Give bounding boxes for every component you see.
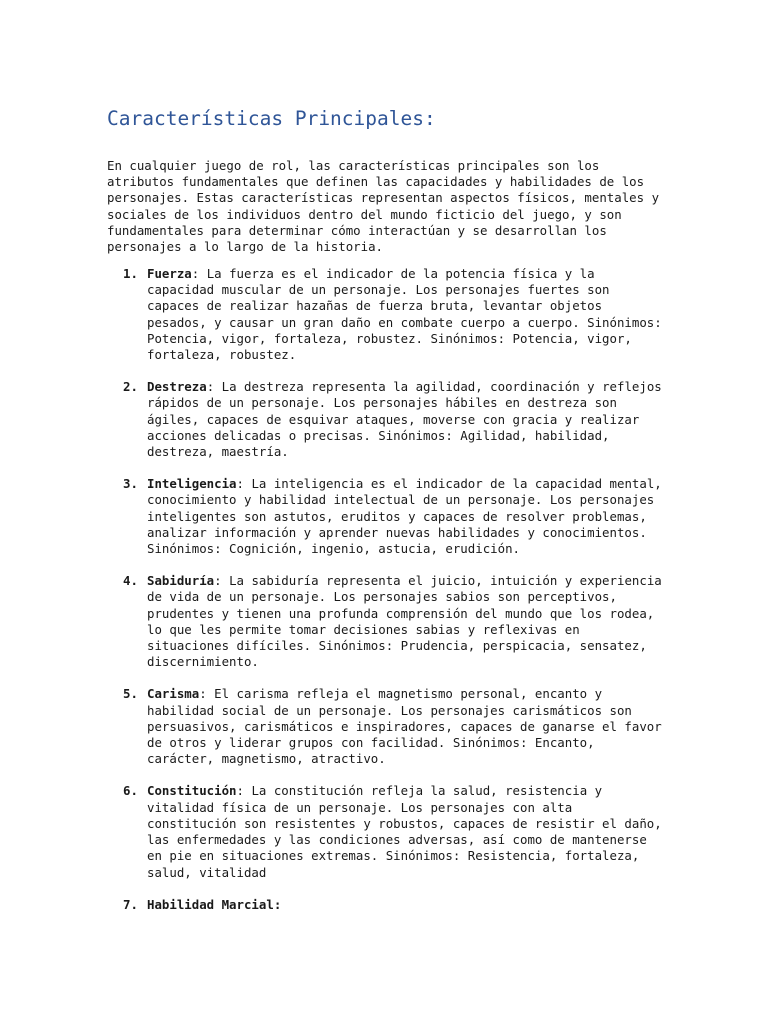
list-item-number: 6.	[123, 783, 138, 799]
list-item-carisma	[107, 686, 667, 767]
list-item-colon: :	[236, 783, 244, 799]
intro-paragraph: En cualquier juego de rol, las características principales son los atributos fundamentales que definen las capacidades y habilidades de los personajes. Estas características representan aspectos físicos, mentales y sociales de los individuos dentro del mundo ficticio del juego, y son fundamentales para determinar cómo interactúan y se desarrollan los personajes a lo largo de la historia.	[107, 158, 660, 255]
list-item-term: Constitución	[147, 783, 237, 799]
list-item-term: Inteligencia	[147, 476, 237, 492]
list-item-number: 5.	[123, 686, 138, 702]
list-item-text: La destreza representa la agilidad, coordinación y reflejos rápidos de un personaje. Los personajes hábiles en destreza son ágiles, capaces de esquivar ataques, moverse con gracia y realizar acciones delicadas o precisas. Sinónimos: Agilidad, habilidad, destreza, maestría.	[147, 379, 662, 460]
characteristics-list	[107, 266, 667, 929]
list-item-term: Habilidad Marcial	[147, 896, 274, 912]
list-item-colon: :	[214, 573, 222, 589]
list-item-number: 7.	[123, 896, 138, 912]
list-item-number: 1.	[123, 266, 138, 281]
list-item-number: 3.	[123, 476, 138, 492]
list-item-term: Carisma	[147, 686, 200, 702]
list-item-fuerza	[107, 266, 667, 363]
list-item-colon: :	[206, 379, 215, 395]
list-item-term: Destreza	[147, 379, 207, 395]
list-item-term: Sabiduría	[147, 573, 215, 589]
list-item-inteligencia	[107, 476, 667, 557]
page-title: Características Principales:	[107, 107, 436, 130]
list-item-habilidad-marcial	[107, 897, 667, 913]
list-item-text: El carisma refleja el magnetismo personal, encanto y habilidad social de un personaje. Los personajes carismáticos son persuasivos, carismáticos e inspiradores, capaces de ganarse el favor de otros y liderar grupos con facilidad. Sinónimos: Encanto, carácter, magnetismo, atractivo.	[147, 686, 662, 767]
list-item-text: La fuerza es el indicador de la potencia física y la capacidad muscular de un personaje. Los personajes fuertes son capaces de realizar hazañas de fuerza bruta, levantar objetos pesados, y causar un gran daño en combate cuerpo a cuerpo. Sinónimos: Potencia, vigor, fortaleza, robustez. Sinónimos: Potencia, vigor, fortaleza, robustez.	[147, 266, 662, 363]
list-item-colon: :	[236, 476, 244, 492]
list-item-destreza	[107, 379, 667, 460]
list-item-text: La constitución refleja la salud, resistencia y vitalidad física de un personaje. Los personajes con alta constitución son resistentes y robustos, capaces de resistir el daño, las enfermedades y las condiciones adversas, así como de mantenerse en pie en situaciones extremas. Sinónimos: Resistencia, fortaleza, salud, vitalidad	[147, 783, 662, 880]
list-item-constitucion	[107, 783, 667, 880]
list-item-number: 2.	[123, 379, 138, 395]
list-item-colon: :	[199, 686, 207, 702]
list-item-term: Fuerza	[147, 266, 192, 281]
list-item-colon: :	[191, 266, 200, 281]
list-item-colon: :	[273, 896, 282, 912]
list-item-sabiduria	[107, 573, 667, 670]
list-item-text: La inteligencia es el indicador de la capacidad mental, conocimiento y habilidad intelectual de un personaje. Los personajes inteligentes son astutos, eruditos y capaces de resolver problemas, analizar información y aprender nuevas habilidades y conocimientos. Sinónimos: Cognición, ingenio, astucia, erudición.	[147, 476, 662, 557]
list-item-text: La sabiduría representa el juicio, intuición y experiencia de vida de un personaje. Los personajes sabios son perceptivos, prudentes y tienen una profunda comprensión del mundo que los rodea, lo que les permite tomar decisiones sabias y reflexivas en situaciones difíciles. Sinónimos: Prudencia, perspicacia, sensatez, discernimiento.	[147, 573, 662, 670]
list-item-number: 4.	[123, 573, 138, 589]
